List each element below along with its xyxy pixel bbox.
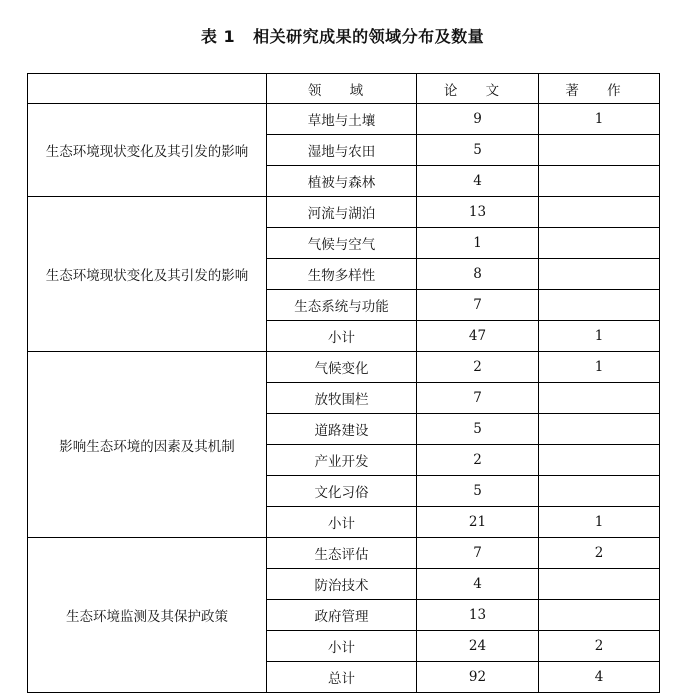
table-title: 相关研究成果的领域分布及数量 <box>253 27 485 46</box>
papers-cell: 9 <box>417 104 539 135</box>
books-cell <box>539 228 660 259</box>
table-row <box>28 352 660 383</box>
field-cell: 生物多样性 <box>267 259 417 290</box>
table-row <box>28 538 660 569</box>
field-cell: 草地与土壤 <box>267 104 417 135</box>
field-cell: 河流与湖泊 <box>267 197 417 228</box>
books-cell: 2 <box>539 631 660 662</box>
field-cell: 政府管理 <box>267 600 417 631</box>
header-papers: 论 文 <box>417 74 539 104</box>
field-cell: 文化习俗 <box>267 476 417 507</box>
field-cell: 小计 <box>267 631 417 662</box>
field-cell: 道路建设 <box>267 414 417 445</box>
papers-cell: 5 <box>417 135 539 166</box>
field-cell: 放牧围栏 <box>267 383 417 414</box>
books-cell: 4 <box>539 662 660 693</box>
table-header-row <box>28 74 660 104</box>
books-cell <box>539 414 660 445</box>
papers-cell: 5 <box>417 414 539 445</box>
header-books: 著 作 <box>539 74 660 104</box>
books-cell: 1 <box>539 352 660 383</box>
papers-cell: 2 <box>417 352 539 383</box>
papers-cell: 2 <box>417 445 539 476</box>
books-cell <box>539 569 660 600</box>
table-row <box>28 197 660 228</box>
books-cell: 1 <box>539 104 660 135</box>
field-cell: 产业开发 <box>267 445 417 476</box>
table-number: 表 1 <box>200 27 236 46</box>
books-cell <box>539 476 660 507</box>
books-cell <box>539 383 660 414</box>
books-cell <box>539 600 660 631</box>
books-cell <box>539 135 660 166</box>
table-row <box>28 104 660 135</box>
papers-cell: 92 <box>417 662 539 693</box>
books-cell <box>539 445 660 476</box>
books-cell: 2 <box>539 538 660 569</box>
papers-cell: 24 <box>417 631 539 662</box>
field-cell: 总计 <box>267 662 417 693</box>
field-cell: 防治技术 <box>267 569 417 600</box>
papers-cell: 7 <box>417 290 539 321</box>
books-cell <box>539 166 660 197</box>
books-cell <box>539 197 660 228</box>
papers-cell: 5 <box>417 476 539 507</box>
papers-cell: 4 <box>417 166 539 197</box>
field-cell: 生态评估 <box>267 538 417 569</box>
papers-cell: 4 <box>417 569 539 600</box>
table-caption <box>0 24 685 47</box>
books-cell <box>539 290 660 321</box>
field-cell: 湿地与农田 <box>267 135 417 166</box>
papers-cell: 1 <box>417 228 539 259</box>
field-cell: 气候与空气 <box>267 228 417 259</box>
category-cell: 影响生态环境的因素及其机制 <box>28 352 267 538</box>
field-cell: 生态系统与功能 <box>267 290 417 321</box>
papers-cell: 13 <box>417 197 539 228</box>
category-cell: 生态环境现状变化及其引发的影响 <box>28 104 267 197</box>
papers-cell: 8 <box>417 259 539 290</box>
books-cell: 1 <box>539 507 660 538</box>
papers-cell: 7 <box>417 538 539 569</box>
papers-cell: 13 <box>417 600 539 631</box>
category-cell: 生态环境监测及其保护政策 <box>28 538 267 693</box>
field-cell: 小计 <box>267 321 417 352</box>
header-field: 领 域 <box>267 74 417 104</box>
field-cell: 气候变化 <box>267 352 417 383</box>
books-cell: 1 <box>539 321 660 352</box>
data-table <box>27 73 660 693</box>
category-cell: 生态环境现状变化及其引发的影响 <box>28 197 267 352</box>
field-cell: 小计 <box>267 507 417 538</box>
papers-cell: 47 <box>417 321 539 352</box>
books-cell <box>539 259 660 290</box>
header-category <box>28 74 267 104</box>
papers-cell: 7 <box>417 383 539 414</box>
papers-cell: 21 <box>417 507 539 538</box>
field-cell: 植被与森林 <box>267 166 417 197</box>
